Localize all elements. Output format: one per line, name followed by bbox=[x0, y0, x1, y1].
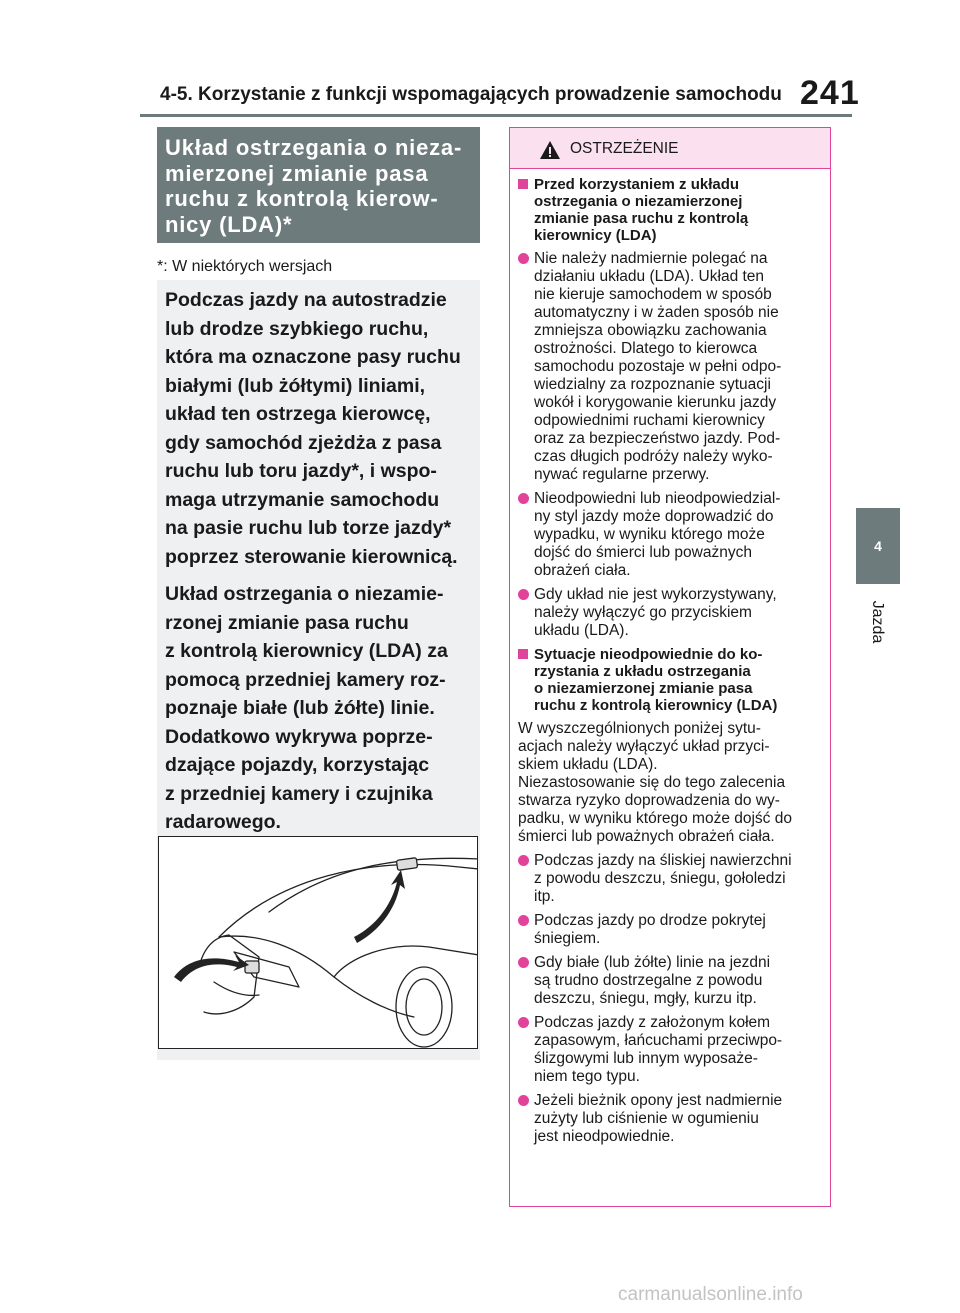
warning-bullet bbox=[518, 954, 824, 1008]
intro-box bbox=[157, 280, 480, 833]
car-illustration-svg bbox=[159, 837, 478, 1049]
warning-section-1-title-text: Przed korzystaniem z układu ostrzegania o niezamierzonej zmianie pasa ruchu z kontrolą kierownicy (LDA) bbox=[534, 176, 749, 244]
warning-section-2-title bbox=[518, 646, 824, 714]
headlight bbox=[234, 952, 299, 987]
intro-paragraph-2: Układ ostrzegania o niezamie- rzonej zmianie pasa ruchu z kontrolą kierownicy (LDA) za pomocą przedniej kamery roz- poznaje białe (lub żółte) linie. Dodatkowo wykrywa poprze- dzające pojazdy, korzystając z przedniej kamery i czujnika radarowego. bbox=[165, 583, 448, 833]
car-body-outline bbox=[219, 865, 478, 937]
warning-bullet-text: Nieodpowiedni lub nieodpowiedzial- ny styl jazdy może doprowadzić do wypadku, w wyniku którego może dojść do śmierci lub poważnych obrażeń ciała. bbox=[534, 490, 781, 579]
warning-section-2-title-text: Sytuacje nieodpowiednie do ko- rzystania z układu ostrzegania o niezamierzonej zmianie pasa ruchu z kontrolą kierownicy (LDA) bbox=[534, 646, 778, 714]
dot-bullet-icon bbox=[518, 253, 529, 264]
warning-bullet-text: Podczas jazdy z założonym kołem zapasowym, łańcuchami przeciwpo- ślizgowymi lub innym wyposaże- niem tego typu. bbox=[534, 1014, 783, 1085]
warning-bullet-text: Podczas jazdy na śliskiej nawierzchni z powodu deszczu, śniegu, gołoledzi itp. bbox=[534, 852, 792, 905]
car-sensor-illustration bbox=[158, 836, 478, 1049]
warning-triangle-icon bbox=[539, 140, 561, 160]
warning-bullet bbox=[518, 1092, 824, 1146]
arrow-camera-icon bbox=[354, 870, 405, 943]
bumper-line bbox=[199, 935, 259, 1014]
warning-bullet-text: Gdy układ nie jest wykorzystywany, należy wyłączyć go przyciskiem układu (LDA). bbox=[534, 586, 777, 639]
warning-bullet bbox=[518, 1014, 824, 1086]
dot-bullet-icon bbox=[518, 1095, 529, 1106]
dot-bullet-icon bbox=[518, 589, 529, 600]
square-bullet-icon bbox=[518, 649, 528, 659]
chapter-label bbox=[862, 592, 892, 652]
header-divider bbox=[140, 114, 852, 117]
chapter-label-text: Jazda bbox=[869, 600, 886, 644]
dot-bullet-icon bbox=[518, 493, 529, 504]
front-camera bbox=[396, 858, 417, 871]
warning-bullet bbox=[518, 490, 824, 580]
hood-line bbox=[219, 936, 414, 1017]
warning-section-2-paragraph: W wyszczególnionych poniżej sytu- acjach należy wyłączyć układ przyci- skiem układu (LDA). Niezastosowanie się do tego zalecenia stwarza ryzyko doprowadzenia do wy- padku, w wyniku którego może dojść do śmierci lub poważnych obrażeń ciała. bbox=[518, 720, 792, 845]
section-title-box bbox=[157, 127, 480, 243]
page-number: 241 bbox=[800, 74, 860, 112]
warning-bullet-text: Podczas jazdy po drodze pokrytej śniegiem. bbox=[534, 912, 766, 947]
version-footnote: *: W niektórych wersjach bbox=[157, 258, 333, 275]
warning-bullet-text: Gdy białe (lub żółte) linie na jezdni są trudno dostrzegalne z powodu deszczu, śniegu, mgły, kurzu itp. bbox=[534, 954, 771, 1007]
chapter-tab[interactable]: 4 bbox=[856, 508, 900, 584]
dot-bullet-icon bbox=[518, 915, 529, 926]
warning-bullet bbox=[518, 586, 824, 640]
dot-bullet-icon bbox=[518, 855, 529, 866]
front-wheel-rim bbox=[406, 979, 442, 1035]
grille-line bbox=[214, 982, 259, 995]
arrow-radar-icon bbox=[174, 955, 249, 982]
fender-line bbox=[334, 946, 478, 977]
square-bullet-icon bbox=[518, 179, 528, 189]
radar-sensor bbox=[245, 961, 259, 973]
warning-header-label: OSTRZEŻENIE bbox=[570, 140, 679, 157]
running-header-title: 4-5. Korzystanie z funkcji wspomagających prowadzenie samochodu bbox=[160, 84, 782, 105]
dot-bullet-icon bbox=[518, 1017, 529, 1028]
warning-bullet bbox=[518, 852, 824, 906]
intro-paragraph-1: Podczas jazdy na autostradzie lub drodze szybkiego ruchu, która ma oznaczone pasy ruchu białymi (lub żółtymi) liniami, układ ten ostrzega kierowcę, gdy samochód zjeżdża z pasa ruchu lub toru jazdy*, i wspo- maga utrzymanie samochodu na pasie ruchu lub torze jazdy* poprzez sterowanie kierownicą. bbox=[165, 289, 461, 568]
warning-bullet bbox=[518, 250, 824, 484]
watermark[interactable]: carmanualsonline.info bbox=[618, 1284, 803, 1305]
warning-bullet bbox=[518, 912, 824, 948]
warning-header bbox=[510, 128, 830, 169]
section-title: Układ ostrzegania o nieza- mierzonej zmianie pasa ruchu z kontrolą kierow- nicy (LDA)* bbox=[165, 135, 463, 237]
warning-box bbox=[509, 127, 831, 1207]
warning-section-1-title bbox=[518, 176, 824, 244]
warning-bullet-text: Nie należy nadmiernie polegać na działaniu układu (LDA). Układ ten nie kieruje samochodem w sposób automatyczny i w żaden sposób nie zmniejsza obowiązku zachowania ostrożności. Dlatego to kierowca samochodu pozostaje w pełni odpo- wiedzialny za rozpoznanie sytuacji wokół i korygowanie kierunku jazdy odpowiednimi ruchami kierownicy oraz za bezpieczeństwo jazdy. Pod- czas długich podróży należy wyko- nywać regularne przerwy. bbox=[534, 250, 782, 483]
warning-bullet-text: Jeżeli bieżnik opony jest nadmiernie zużyty lub ciśnienie w ogumieniu jest nieodpowiednie. bbox=[534, 1092, 783, 1145]
dot-bullet-icon bbox=[518, 957, 529, 968]
warning-body bbox=[510, 169, 830, 1146]
